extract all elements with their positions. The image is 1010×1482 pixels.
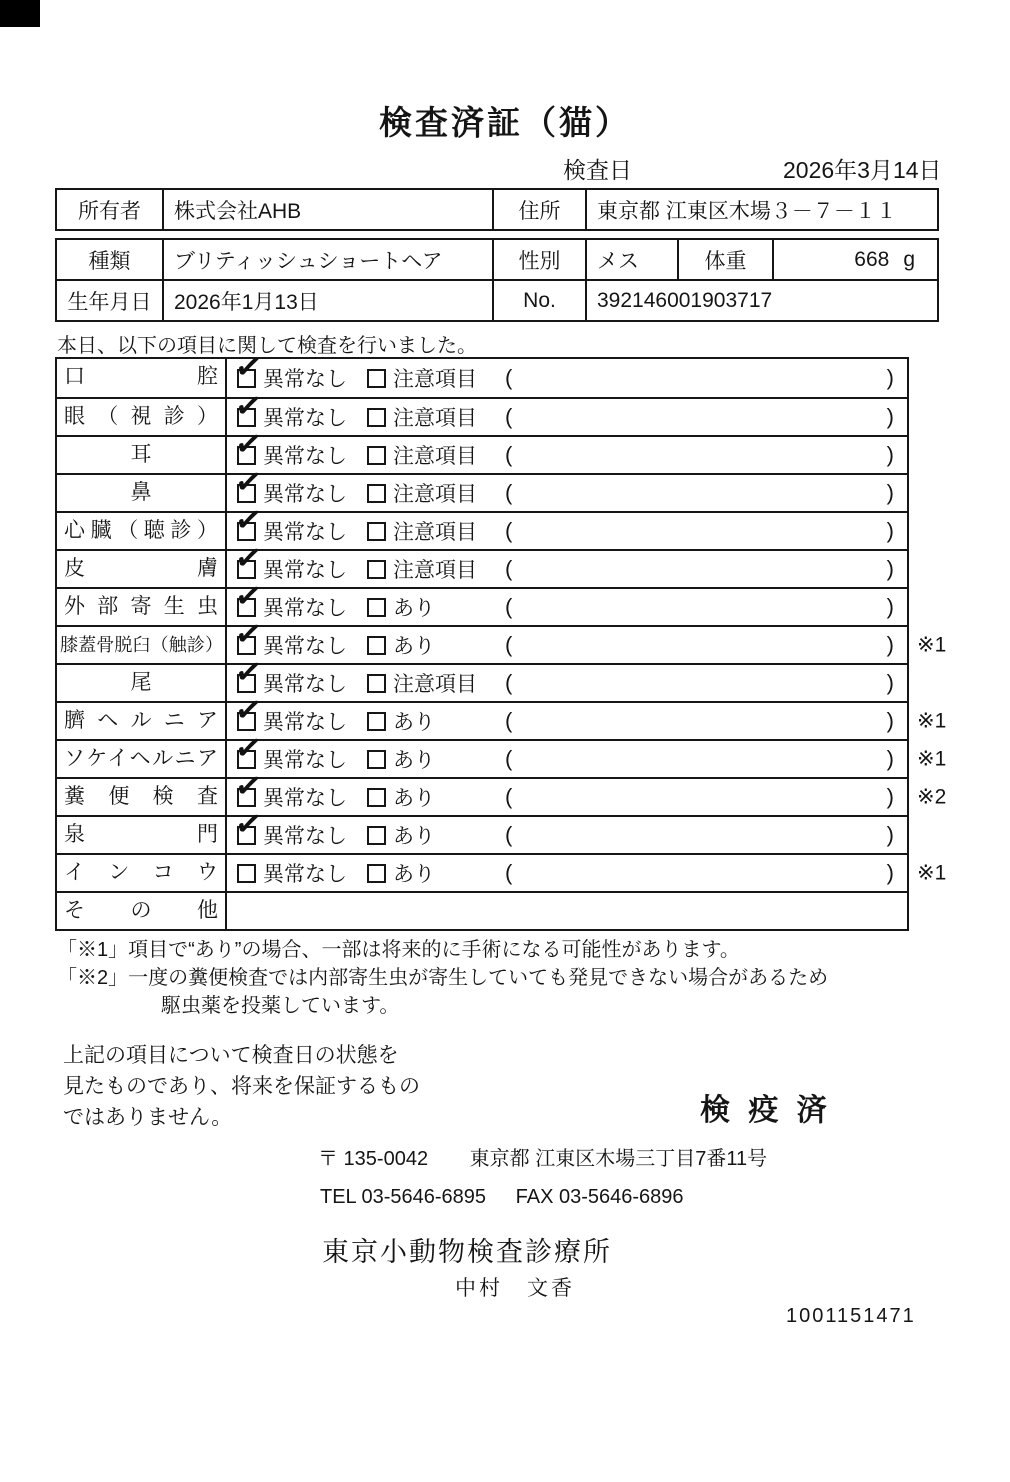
comment-parens xyxy=(505,855,907,891)
clinic-name: 東京小動物検査診療所 xyxy=(322,1237,612,1267)
checklist-row xyxy=(57,460,907,511)
clinic-address: 東京都 江東区木場三丁目7番11号 xyxy=(469,1148,768,1170)
checklist-row xyxy=(57,853,947,891)
alt-checkbox-group xyxy=(367,478,505,508)
sex-label: 性別 xyxy=(492,240,585,279)
checkbox-label: あり xyxy=(393,825,435,848)
checklist-row xyxy=(57,650,907,701)
checkbox-label: 異常なし xyxy=(263,787,347,810)
checklist-row xyxy=(57,422,907,473)
checkbox-label: あり xyxy=(393,711,435,734)
comment-parens xyxy=(505,779,907,815)
checkbox-icon xyxy=(367,522,386,541)
alt-checkbox-group xyxy=(367,668,505,698)
row-content xyxy=(227,460,907,511)
checkmark-icon: ✓ xyxy=(232,726,266,768)
paren-close: ) xyxy=(886,632,894,657)
checkbox-icon xyxy=(232,802,266,845)
checkmark-icon: ✓ xyxy=(232,764,266,806)
row-content xyxy=(227,855,907,891)
comment-parens xyxy=(505,399,907,435)
breed-value: ブリティッシュショートヘア xyxy=(162,240,492,279)
checkbox-label: 注意項目 xyxy=(393,559,477,582)
item-label: 眼（視診） xyxy=(57,399,227,435)
comment-parens xyxy=(505,359,907,397)
checkmark-icon: ✓ xyxy=(232,688,266,730)
paren-close: ) xyxy=(886,670,894,695)
intro-text: 本日、以下の項目に関して検査を行いました。 xyxy=(57,335,477,357)
alt-checkbox-group xyxy=(367,782,505,812)
footnote-ref: ※1 xyxy=(917,747,947,771)
checkbox-label: 異常なし xyxy=(263,711,347,734)
no-label: No. xyxy=(492,281,585,320)
paren-close: ) xyxy=(886,784,894,809)
checklist-row xyxy=(57,612,947,663)
clinic-postal-line xyxy=(318,1142,767,1171)
checklist-row xyxy=(57,726,947,777)
checkmark-icon: ✓ xyxy=(232,498,266,540)
checkbox-label: 注意項目 xyxy=(393,407,477,430)
scan-artifact xyxy=(0,0,40,27)
checkmark-icon: ✓ xyxy=(232,384,266,426)
alt-checkbox-group xyxy=(367,402,505,432)
paren-open: ( xyxy=(505,860,513,885)
checkbox-icon xyxy=(367,560,386,579)
disclaimer-line-1: 上記の項目について検査日の状態を xyxy=(63,1044,399,1067)
paren-open: ( xyxy=(505,442,513,467)
footnotes xyxy=(57,936,828,1020)
paren-close: ) xyxy=(886,480,894,505)
alt-checkbox-group xyxy=(367,858,505,888)
clinic-tel: TEL 03-5646-6895 xyxy=(320,1186,487,1208)
address-label: 住所 xyxy=(492,190,585,229)
footnote-2-continued: 駆虫薬を投薬しています。 xyxy=(161,995,400,1017)
weight-unit: g xyxy=(903,247,915,271)
row-content xyxy=(227,574,907,625)
footnote-ref: ※1 xyxy=(917,709,947,733)
checklist-row xyxy=(57,536,907,587)
paren-open: ( xyxy=(505,708,513,733)
checkbox-icon xyxy=(367,408,386,427)
owner-value: 株式会社AHB xyxy=(162,190,492,229)
weight-label: 体重 xyxy=(677,240,772,279)
normal-checkbox-group xyxy=(232,802,367,850)
checkbox-icon xyxy=(367,484,386,503)
comment-parens xyxy=(505,703,907,739)
checkbox-icon xyxy=(367,674,386,693)
item-label: 口腔 xyxy=(57,359,227,397)
no-value: 392146001903717 xyxy=(585,281,937,320)
document-title: 検査済証（猫） xyxy=(379,104,631,141)
checklist-row xyxy=(57,688,947,739)
checkbox-label: 注意項目 xyxy=(393,673,477,696)
paren-open: ( xyxy=(505,822,513,847)
paren-close: ) xyxy=(886,442,894,467)
row-content xyxy=(227,893,907,929)
checkbox-icon xyxy=(367,446,386,465)
row-content xyxy=(227,498,907,549)
alt-checkbox-group xyxy=(367,630,505,660)
disclaimer xyxy=(63,1040,420,1133)
checkbox-icon xyxy=(367,636,386,655)
item-label: その他 xyxy=(57,893,227,929)
checkbox-icon xyxy=(367,788,386,807)
checkbox-label: 異常なし xyxy=(263,521,347,544)
paren-close: ) xyxy=(886,556,894,581)
alt-checkbox-group xyxy=(367,820,505,850)
alt-checkbox-group xyxy=(367,516,505,546)
checklist-row xyxy=(57,574,907,625)
comment-parens xyxy=(505,741,907,777)
comment-parens xyxy=(505,437,907,473)
item-label: 耳 xyxy=(57,437,227,473)
comment-parens xyxy=(505,475,907,511)
checkmark-icon: ✓ xyxy=(232,612,266,654)
checklist-row xyxy=(57,764,947,815)
checkmark-icon: ✓ xyxy=(232,574,266,616)
birth-label: 生年月日 xyxy=(67,290,152,314)
paren-close: ) xyxy=(886,708,894,733)
item-label: インコウ xyxy=(57,855,227,891)
checkbox-label: あり xyxy=(393,863,435,886)
item-label: 泉門 xyxy=(57,817,227,853)
animal-table xyxy=(55,238,939,322)
alt-checkbox-group xyxy=(367,706,505,736)
checkbox-label: 異常なし xyxy=(263,673,347,696)
paren-close: ) xyxy=(886,746,894,771)
weight-value: 668 xyxy=(854,247,890,271)
quarantine-stamp: 検 疫 済 xyxy=(700,1094,832,1127)
row-content xyxy=(227,536,907,587)
checkbox-icon xyxy=(367,750,386,769)
checkbox-label: あり xyxy=(393,749,435,772)
comment-parens xyxy=(505,589,907,625)
row-content xyxy=(227,802,907,853)
owner-row xyxy=(57,190,937,229)
animal-row-2 xyxy=(57,279,937,320)
disclaimer-line-3: ではありません。 xyxy=(63,1106,233,1129)
footnote-ref: ※2 xyxy=(917,785,947,809)
row-content xyxy=(227,764,907,815)
checkmark-icon: ✓ xyxy=(232,802,266,844)
footnote-ref: ※1 xyxy=(917,861,947,885)
checkmark-icon: ✓ xyxy=(232,422,266,464)
paren-close: ) xyxy=(886,518,894,543)
birth-value: 2026年1月13日 xyxy=(162,281,492,320)
row-content xyxy=(227,650,907,701)
footnote-1: 「※1」項目で“あり”の場合、一部は将来的に手術になる可能性があります。 xyxy=(57,939,740,961)
checkmark-icon: ✓ xyxy=(232,460,266,502)
item-label: 尾 xyxy=(57,665,227,701)
alt-checkbox-group xyxy=(367,363,505,393)
row-content xyxy=(227,384,907,435)
animal-row-1 xyxy=(57,240,937,279)
paren-open: ( xyxy=(505,518,513,543)
paren-open: ( xyxy=(505,670,513,695)
checkbox-label: 注意項目 xyxy=(393,521,477,544)
paren-open: ( xyxy=(505,365,513,390)
paren-open: ( xyxy=(505,556,513,581)
checkbox-label: 異常なし xyxy=(263,407,347,430)
serial-number: 1001151471 xyxy=(786,1305,916,1327)
alt-checkbox-group xyxy=(367,744,505,774)
row-content xyxy=(227,612,907,663)
alt-checkbox-group xyxy=(367,592,505,622)
disclaimer-line-2: 見たものであり、将来を保証するもの xyxy=(63,1075,420,1098)
row-content xyxy=(227,688,907,739)
row-content xyxy=(227,345,907,397)
paren-open: ( xyxy=(505,632,513,657)
checkbox-label: 異常なし xyxy=(263,368,347,391)
checkmark-icon: ✓ xyxy=(232,650,266,692)
comment-parens xyxy=(505,627,907,663)
comment-parens xyxy=(505,665,907,701)
paren-close: ) xyxy=(886,822,894,847)
comment-parens xyxy=(505,513,907,549)
paren-open: ( xyxy=(505,784,513,809)
checkbox-label: 異常なし xyxy=(263,559,347,582)
checklist-row xyxy=(57,498,907,549)
inspection-date-label: 検査日 xyxy=(563,157,632,183)
checkbox-label: 注意項目 xyxy=(393,368,477,391)
veterinarian-name: 中村 文香 xyxy=(455,1277,575,1300)
clinic-fax: FAX 03-5646-6896 xyxy=(515,1186,684,1208)
checkbox-icon xyxy=(367,598,386,617)
clinic-tel-line xyxy=(320,1186,684,1209)
checkmark-icon: ✓ xyxy=(232,345,266,387)
paren-close: ) xyxy=(886,404,894,429)
paren-open: ( xyxy=(505,404,513,429)
checkbox-label: 異常なし xyxy=(263,825,347,848)
item-label: 糞便検査 xyxy=(57,779,227,815)
item-label: 臍ヘルニア xyxy=(57,703,227,739)
footnote-ref: ※1 xyxy=(917,633,947,657)
item-label: 鼻 xyxy=(57,475,227,511)
checkbox-icon xyxy=(367,826,386,845)
owner-label: 所有者 xyxy=(78,199,141,223)
row-content xyxy=(227,726,907,777)
weight-value-cell xyxy=(772,240,937,279)
checkbox-label: 異常なし xyxy=(263,445,347,468)
item-label: ソケイヘルニア xyxy=(57,741,227,777)
footnote-2: 「※2」一度の糞便検査では内部寄生虫が寄生していても発見できない場合があるため xyxy=(57,967,829,989)
checklist-row xyxy=(57,891,907,929)
inspection-date-value: 2026年3月14日 xyxy=(783,157,942,183)
checkbox-label: 異常なし xyxy=(263,749,347,772)
item-label: 心臓（聴診） xyxy=(57,513,227,549)
checkbox-icon xyxy=(367,864,386,883)
checkmark-icon: ✓ xyxy=(232,536,266,578)
checklist-row xyxy=(57,802,907,853)
item-label: 皮膚 xyxy=(57,551,227,587)
checkbox-icon xyxy=(237,864,256,883)
item-label: 膝蓋骨脱臼（触診） xyxy=(57,627,227,663)
checkbox-label: 注意項目 xyxy=(393,445,477,468)
checkbox-label: あり xyxy=(393,787,435,810)
comment-parens xyxy=(505,817,907,853)
paren-close: ) xyxy=(886,365,894,390)
checklist-row xyxy=(57,384,907,435)
paren-close: ) xyxy=(886,860,894,885)
normal-checkbox-group xyxy=(237,858,367,888)
alt-checkbox-group xyxy=(367,554,505,584)
checkbox-label: 注意項目 xyxy=(393,483,477,506)
sex-value: メス xyxy=(585,240,677,279)
row-content xyxy=(227,422,907,473)
paren-open: ( xyxy=(505,594,513,619)
checkbox-icon xyxy=(367,369,386,388)
comment-parens xyxy=(505,551,907,587)
checkbox-label: 異常なし xyxy=(263,863,347,886)
checkbox-label: あり xyxy=(393,635,435,658)
breed-label: 種類 xyxy=(88,249,131,273)
alt-checkbox-group xyxy=(367,440,505,470)
checkbox-label: あり xyxy=(393,597,435,620)
paren-open: ( xyxy=(505,480,513,505)
checkbox-label: 異常なし xyxy=(263,635,347,658)
address-value: 東京都 江東区木場３－７－１１ xyxy=(585,190,937,229)
checkbox-label: 異常なし xyxy=(263,483,347,506)
checkbox-label: 異常なし xyxy=(263,597,347,620)
paren-open: ( xyxy=(505,746,513,771)
paren-close: ) xyxy=(886,594,894,619)
checkbox-icon xyxy=(367,712,386,731)
postal-code: 〒 135-0042 xyxy=(318,1148,429,1170)
item-label: 外部寄生虫 xyxy=(57,589,227,625)
owner-table xyxy=(55,188,939,231)
